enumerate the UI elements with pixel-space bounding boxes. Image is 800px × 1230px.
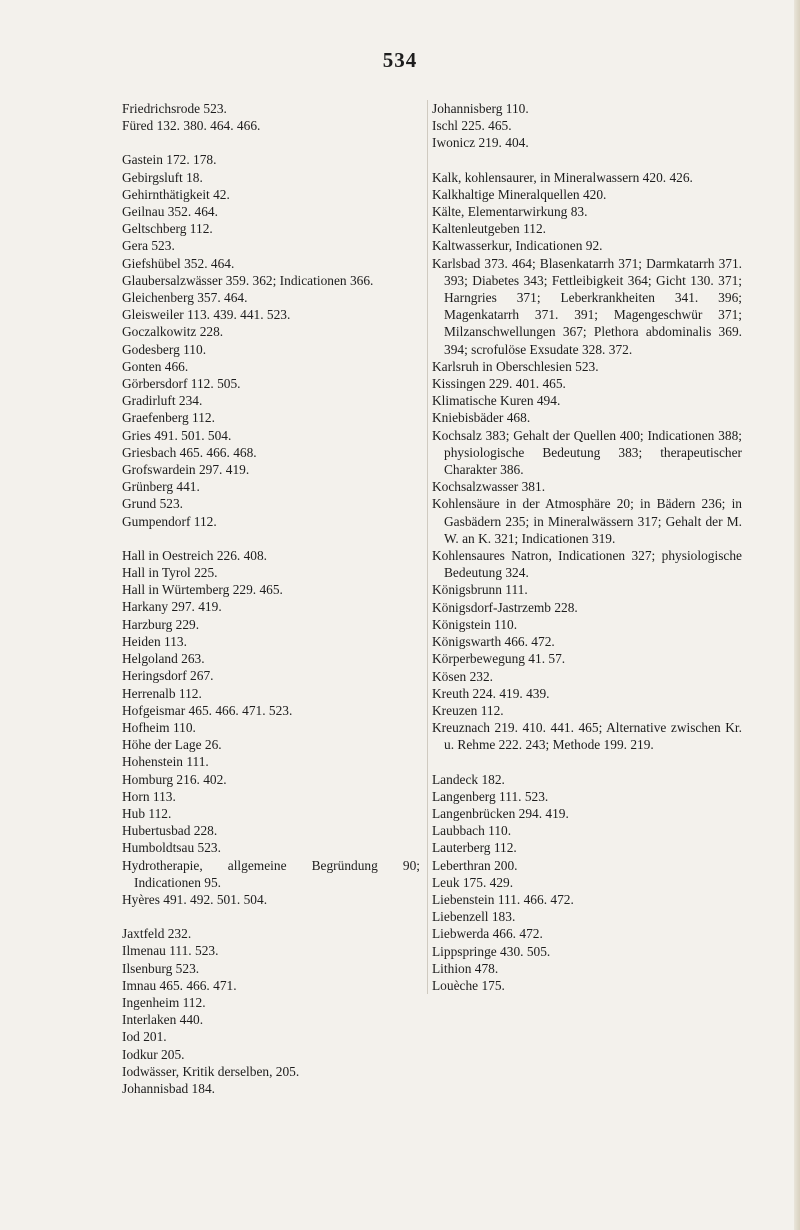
index-entry: Königswarth 466. 472. [432, 634, 555, 650]
index-entry: Ilsenburg 523. [122, 960, 200, 976]
index-entry: Giefshübel 352. 464. [122, 255, 235, 271]
index-entry: Langenberg 111. 523. [432, 788, 549, 804]
index-column-left [122, 100, 420, 1097]
group-spacer [122, 908, 420, 925]
index-entry: Körperbewegung 41. 57. [432, 651, 566, 667]
index-entry: Kreuth 224. 419. 439. [432, 685, 550, 701]
index-entry: Langenbrücken 294. 419. [432, 805, 569, 821]
index-entry: Kreuzen 112. [432, 702, 504, 718]
index-entry: Leberthran 200. [432, 857, 518, 873]
index-entry: Hall in Würtemberg 229. 465. [122, 582, 283, 598]
index-entry: Goczalkowitz 228. [122, 324, 224, 340]
index-entry: Königsdorf-Jastrzemb 228. [432, 599, 578, 615]
index-entry: Kohlensaures Natron, Indicationen 327; physiologische Bedeutung 324. [432, 548, 742, 581]
index-entry: Gries 491. 501. 504. [122, 427, 232, 443]
index-entry: Leuk 175. 429. [432, 874, 514, 890]
index-entry: Liebenzell 183. [432, 909, 516, 925]
index-entry: Ischl 225. 465. [432, 118, 512, 134]
index-entry: Kaltwasserkur, Indicationen 92. [432, 238, 603, 254]
index-entry: Kälte, Elementarwirkung 83. [432, 204, 588, 220]
index-entry: Gehirnthätigkeit 42. [122, 186, 230, 202]
index-entry: Glaubersalzwässer 359. 362; Indicationen 366. [122, 272, 374, 288]
index-entry: Klimatische Kuren 494. [432, 393, 561, 409]
index-entry: Geltschberg 112. [122, 221, 213, 237]
index-entry: Lippspringe 430. 505. [432, 943, 551, 959]
index-entry: Kalkhaltige Mineralquellen 420. [432, 186, 607, 202]
index-entry: Lauterberg 112. [432, 840, 517, 856]
index-entry: Landeck 182. [432, 771, 505, 787]
index-entry: Louèche 175. [432, 977, 505, 993]
index-entry: Interlaken 440. [122, 1012, 204, 1028]
index-entry: Füred 132. 380. 464. 466. [122, 118, 261, 134]
index-entry: Gera 523. [122, 238, 175, 254]
index-entry: Geilnau 352. 464. [122, 204, 218, 220]
index-entry: Hub 112. [122, 805, 172, 821]
index-entry: Hohenstein 111. [122, 754, 209, 770]
index-entry: Iodwässer, Kritik derselben, 205. [122, 1063, 300, 1079]
index-entry: Helgoland 263. [122, 651, 205, 667]
index-entry: Hubertusbad 228. [122, 823, 218, 839]
index-entry: Herrenalb 112. [122, 685, 202, 701]
index-entry: Gleisweiler 113. 439. 441. 523. [122, 307, 291, 323]
index-entry: Harkany 297. 419. [122, 599, 222, 615]
index-entry: Heiden 113. [122, 633, 187, 649]
index-entry: Hyères 491. 492. 501. 504. [122, 891, 268, 907]
index-entry: Kochsalz 383; Gehalt der Quellen 400; Indicationen 388; physiologische Bedeutung 383; therapeutischer Charakter 386. [432, 427, 742, 478]
index-entry: Hofgeismar 465. 466. 471. 523. [122, 702, 293, 718]
index-entry: Gastein 172. 178. [122, 152, 217, 168]
index-entry: Gonten 466. [122, 358, 189, 374]
index-entry: Iwonicz 219. 404. [432, 135, 529, 151]
index-entry: Imnau 465. 466. 471. [122, 977, 237, 993]
index-entry: Homburg 216. 402. [122, 771, 227, 787]
group-spacer [122, 134, 420, 151]
index-entry: Karlsbad 373. 464; Blasenkatarrh 371; Darmkatarrh 371. 393; Diabetes 343; Fettleibigkeit 364; Gicht 130. 371; Harngries 371; Leberkrankheiten 341. 396; Magenkatarrh 371. 391; Magengeschwür 371; Milzanschwellungen 367; Plethora abdominalis 369. 394; scrofulöse Exsudate 328. 372. [432, 255, 742, 357]
index-entry: Friedrichsrode 523. [122, 101, 227, 116]
index-entry: Kissingen 229. 401. 465. [432, 376, 566, 392]
index-entry: Lithion 478. [432, 960, 499, 976]
index-entry: Kochsalzwasser 381. [432, 479, 546, 495]
index-entry: Höhe der Lage 26. [122, 737, 222, 753]
index-entry: Hall in Tyrol 225. [122, 565, 218, 581]
index-entry: Horn 113. [122, 788, 176, 804]
group-spacer [432, 754, 742, 771]
index-column-right [427, 100, 742, 994]
index-entry: Liebwerda 466. 472. [432, 926, 543, 942]
index-entry: Gebirgsluft 18. [122, 169, 203, 185]
index-entry: Jaxtfeld 232. [122, 926, 192, 942]
index-entry: Grofswardein 297. 419. [122, 462, 250, 478]
index-entry: Görbersdorf 112. 505. [122, 376, 241, 392]
index-entry: Iodkur 205. [122, 1046, 185, 1062]
index-entry: Heringsdorf 267. [122, 668, 214, 684]
group-spacer [122, 530, 420, 547]
group-spacer [432, 152, 742, 169]
index-entry: Hofheim 110. [122, 719, 196, 735]
index-entry: Kalk, kohlensaurer, in Mineralwassern 420. 426. [432, 169, 693, 185]
index-entry: Laubbach 110. [432, 823, 512, 839]
index-entry: Königstein 110. [432, 616, 518, 632]
index-entry: Kniebisbäder 468. [432, 410, 531, 426]
index-entry: Johannisberg 110. [432, 101, 529, 116]
index-entry: Karlsruh in Oberschlesien 523. [432, 358, 599, 374]
index-entry: Graefenberg 112. [122, 410, 215, 426]
index-entry: Gleichenberg 357. 464. [122, 290, 248, 306]
index-entry: Kösen 232. [432, 668, 493, 684]
index-entry: Ingenheim 112. [122, 994, 206, 1010]
index-entry: Ilmenau 111. 523. [122, 943, 219, 959]
index-entry: Kreuznach 219. 410. 441. 465; Alternative zwischen Kr. u. Rehme 222. 243; Methode 199. 219. [432, 720, 742, 753]
index-entry: Hall in Oestreich 226. 408. [122, 547, 268, 563]
page-edge [794, 0, 800, 1230]
index-entry: Griesbach 465. 466. 468. [122, 444, 257, 460]
index-entry: Johannisbad 184. [122, 1080, 215, 1096]
index-entry: Harzburg 229. [122, 616, 200, 632]
index-entry: Grünberg 441. [122, 479, 200, 495]
page-number: 534 [382, 48, 418, 72]
index-entry: Iod 201. [122, 1029, 167, 1045]
index-entry: Godesberg 110. [122, 341, 207, 357]
index-entry: Humboldtsau 523. [122, 840, 221, 856]
index-entry: Kohlensäure in der Atmosphäre 20; in Bädern 236; in Gasbädern 235; in Mineralwässern 317; Gehalt der M. W. an K. 321; Indicationen 319. [432, 496, 742, 546]
index-entry: Kaltenleutgeben 112. [432, 221, 547, 237]
index-entry: Liebenstein 111. 466. 472. [432, 891, 574, 907]
index-entry: Gumpendorf 112. [122, 513, 217, 529]
index-entry: Hydrotherapie, allgemeine Begründung 90; Indicationen 95. [122, 857, 420, 890]
index-entry: Königsbrunn 111. [432, 582, 528, 598]
index-entry: Gradirluft 234. [122, 393, 203, 409]
index-entry: Grund 523. [122, 496, 183, 512]
